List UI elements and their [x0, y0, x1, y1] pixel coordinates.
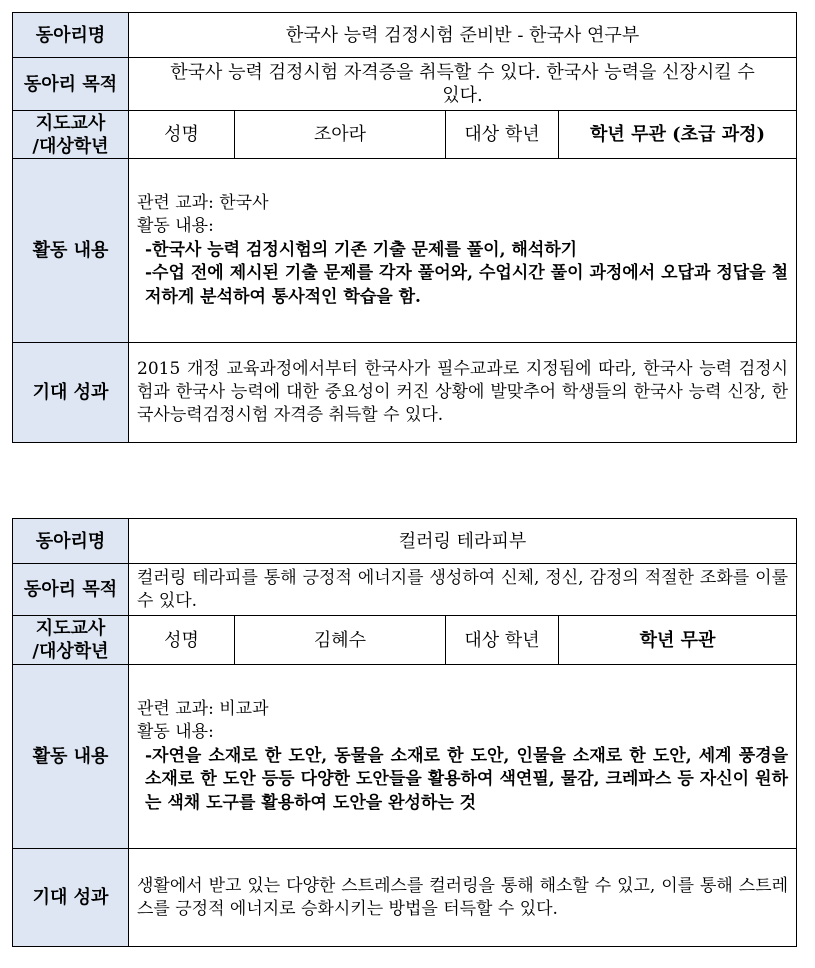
club-name: 컬러링 테라피부 [129, 519, 797, 564]
activity-item: -수업 전에 제시된 기출 문제를 각자 풀어와, 수업시간 풀이 과정에서 오답과 정답을 철저하게 분석하여 통사적인 학습을 함. [145, 263, 789, 307]
expected-outcome: 2015 개정 교육과정에서부터 한국사가 필수교과로 지정됨에 따라, 한국사 능력 검정시험과 한국사 능력에 대한 중요성이 커진 상황에 발맞추어 학생들의 한국사 능력 신장, 한국사능력검정시험 자격증 취득할 수 있다. [129, 343, 797, 443]
activity-content [129, 665, 797, 849]
club-activity-row [13, 159, 797, 343]
activity-item: -자연을 소재로 한 도안, 동물을 소재로 한 도안, 인물을 소재로 한 도안, 세계 풍경을 소재로 한 도안 등등 다양한 도안들을 활용하여 색연필, 물감, 크레파스 등 자신이 원하는 색채 도구를 활용하여 도안을 완성하는 것 [145, 745, 788, 813]
club-name-label: 동아리명 [13, 519, 129, 564]
club-purpose-label: 동아리 목적 [13, 564, 129, 616]
activity-heading: 활동 내용: [137, 216, 214, 237]
outcome-label: 기대 성과 [13, 343, 129, 443]
club-purpose-label: 동아리 목적 [13, 58, 129, 111]
advisor-name: 김혜수 [235, 616, 446, 665]
club-outcome-row [13, 849, 797, 947]
club-advisor-row [13, 111, 797, 159]
club-table-history [12, 12, 797, 443]
club-advisor-row [13, 616, 797, 665]
club-name: 한국사 능력 검정시험 준비반 - 한국사 연구부 [129, 13, 797, 58]
advisor-grade-label: 지도교사 /대상학년 [13, 616, 129, 665]
target-grade: 학년 무관 (초급 과정) [559, 111, 797, 159]
target-grade-label: 대상 학년 [446, 111, 559, 159]
related-subject: 관련 교과: 한국사 [137, 192, 269, 213]
outcome-label: 기대 성과 [13, 849, 129, 947]
name-field-label: 성명 [129, 111, 235, 159]
activity-label: 활동 내용 [13, 665, 129, 849]
club-purpose-row [13, 564, 797, 616]
advisor-grade-label: 지도교사 /대상학년 [13, 111, 129, 159]
activity-label: 활동 내용 [13, 159, 129, 343]
club-name-label: 동아리명 [13, 13, 129, 58]
club-purpose: 컬러링 테라피를 통해 긍정적 에너지를 생성하여 신체, 정신, 감정의 적절한 조화를 이룰 수 있다. [129, 564, 797, 616]
expected-outcome: 생활에서 받고 있는 다양한 스트레스를 컬러링을 통해 해소할 수 있고, 이를 통해 스트레스를 긍정적 에너지로 승화시키는 방법을 터득할 수 있다. [129, 849, 797, 947]
activity-heading: 활동 내용: [137, 722, 214, 743]
club-purpose-row [13, 58, 797, 111]
activity-content [129, 159, 797, 343]
advisor-name: 조아라 [235, 111, 446, 159]
related-subject: 관련 교과: 비교과 [137, 698, 269, 719]
activity-item: -한국사 능력 검정시험의 기존 기출 문제를 풀이, 해석하기 [145, 239, 578, 260]
club-name-row [13, 519, 797, 564]
club-activity-row [13, 665, 797, 849]
target-grade-label: 대상 학년 [446, 616, 559, 665]
target-grade: 학년 무관 [559, 616, 797, 665]
name-field-label: 성명 [129, 616, 235, 665]
club-table-coloring [12, 518, 797, 947]
club-outcome-row [13, 343, 797, 443]
club-purpose: 한국사 능력 검정시험 자격증을 취득할 수 있다. 한국사 능력을 신장시킬 수 있다. [129, 58, 797, 111]
club-name-row [13, 13, 797, 58]
